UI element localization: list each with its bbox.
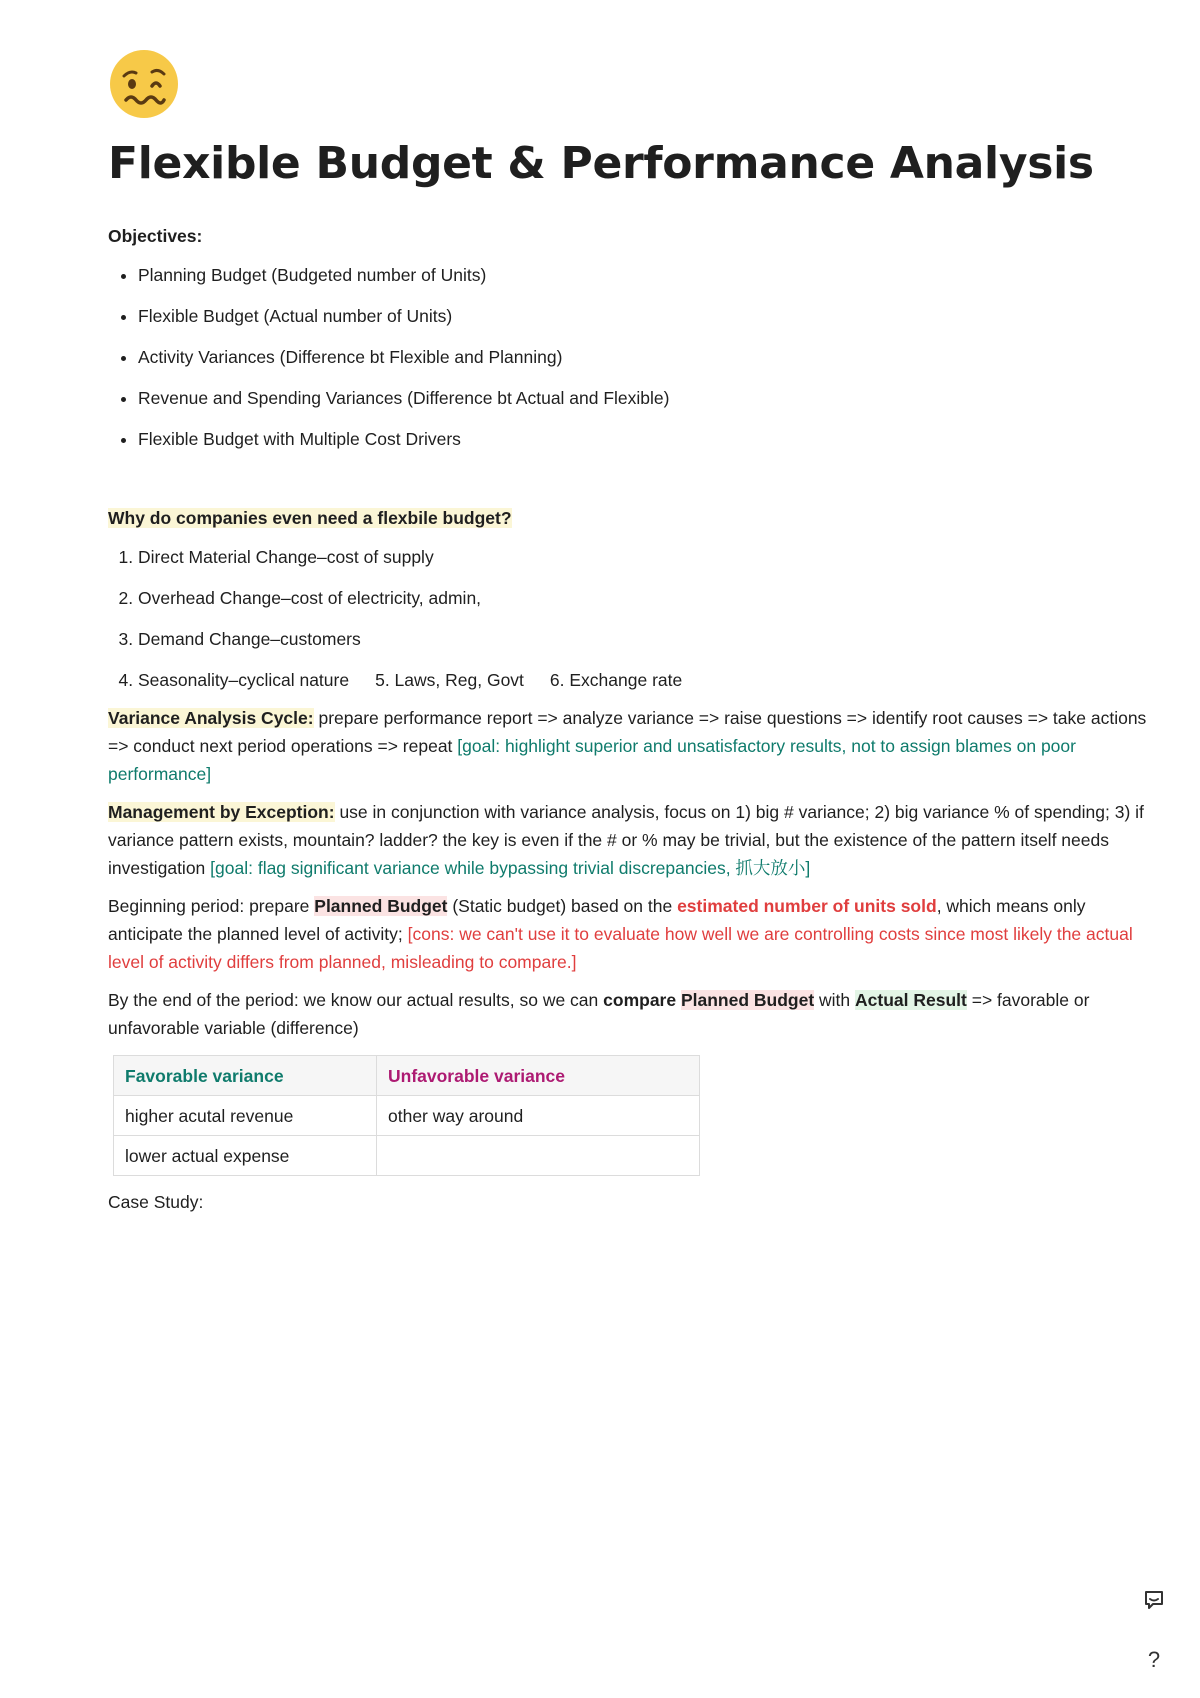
list-item: 3. Demand Change–customers	[138, 625, 1148, 666]
mbe-paragraph: Management by Exception: use in conjunction with variance analysis, focus on 1) big # variance; 2) big variance % of spending; 3) if variance pattern exists, mountain? ladder? the key is even if the # or % may be trivial, but the existence of the pattern itself needs investigation [goal: flag significant variance while bypassing trivial discrepancies, 抓大放小]	[108, 802, 1144, 878]
feedback-chat-icon[interactable]	[1138, 1584, 1170, 1616]
list-item: 1. Direct Material Change–cost of supply	[138, 543, 1148, 584]
list-item: 4. Seasonality–cyclical nature 5. Laws, Reg, Govt 6. Exchange rate	[138, 666, 1148, 707]
why-question: Why do companies even need a flexbile budget?	[108, 508, 512, 528]
list-item: • Flexible Budget (Actual number of Units)	[138, 302, 1148, 343]
list-item: 2. Overhead Change–cost of electricity, admin,	[138, 584, 1148, 625]
page-title: Flexible Budget & Performance Analysis	[108, 138, 1094, 189]
help-button[interactable]: ?	[1147, 1647, 1161, 1672]
why-list	[108, 543, 1148, 707]
header-favorable: Favorable variance	[114, 1056, 377, 1096]
list-item: • Revenue and Spending Variances (Difference bt Actual and Flexible)	[138, 384, 1148, 425]
variance-table	[113, 1055, 700, 1176]
table-cell	[377, 1136, 700, 1176]
objectives-list	[108, 261, 1148, 466]
list-item: • Planning Budget (Budgeted number of Units)	[138, 261, 1148, 302]
table-cell: lower actual expense	[114, 1136, 377, 1176]
table-row	[114, 1096, 700, 1136]
list-item: • Activity Variances (Difference bt Flexible and Planning)	[138, 343, 1148, 384]
header-unfavorable: Unfavorable variance	[377, 1056, 700, 1096]
table-cell: other way around	[377, 1096, 700, 1136]
end-paragraph: By the end of the period: we know our actual results, so we can compare Planned Budget with Actual Result => favorable or unfavorable variable (difference)	[108, 990, 1090, 1038]
woozy-face-icon[interactable]	[108, 48, 180, 120]
table-row	[114, 1136, 700, 1176]
objectives-label: Objectives:	[108, 226, 203, 246]
exchange-item: 6. Exchange rate	[549, 670, 683, 690]
list-item: • Flexible Budget with Multiple Cost Drivers	[138, 425, 1148, 466]
variance-cycle-paragraph: Variance Analysis Cycle: prepare performance report => analyze variance => raise questions => identify root causes => take actions => conduct next period operations => repeat [goal: highlight superior and unsatisfactory results, not to assign blames on poor performance]	[108, 708, 1147, 784]
beginning-paragraph: Beginning period: prepare Planned Budget (Static budget) based on the estimated number of units sold, which means only anticipate the planned level of activity; [cons: we can't use it to evaluate how well we are controlling costs since most likely the actual level of activity differs from planned, misleading to compare.]	[108, 896, 1133, 972]
case-study: Case Study:	[108, 1192, 204, 1212]
page-content	[108, 222, 1148, 1216]
table-header-row	[114, 1056, 700, 1096]
laws-item: 5. Laws, Reg, Govt	[375, 670, 524, 690]
table-cell: higher acutal revenue	[114, 1096, 377, 1136]
